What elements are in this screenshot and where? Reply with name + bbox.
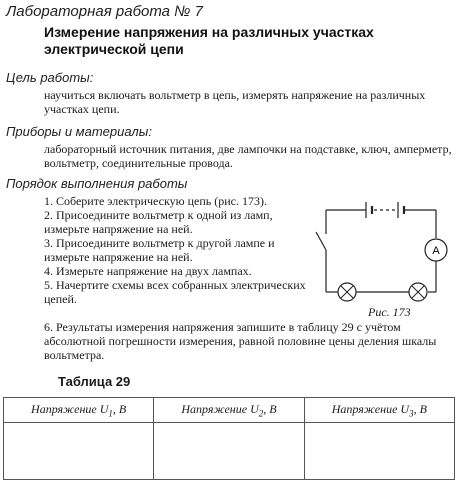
procedure-steps [44,194,306,306]
procedure-step: 3. Присоедините вольтметр к другой лампе и измерьте напряжение на ней. [44,236,275,264]
table-header-u2: Напряжение $U_2$, В [154,398,304,423]
procedure-heading: Порядок выполнения работы [6,176,188,191]
table-header-u1: Напряжение $U_1$, В [4,398,154,423]
table-cell-u2 [154,423,304,480]
table-header-u3: Напряжение $U_3$, В [304,398,454,423]
table-cell-u3 [304,423,454,480]
switch-icon [316,232,326,250]
goal-text: научиться включать вольтметр в цепь, измерять напряжение на различных участках цепи. [44,88,426,116]
table-header-row [4,398,455,423]
table-cell-u1 [4,423,154,480]
figure-caption: Рис. 173 [368,305,411,319]
procedure-step: 1. Соберите электрическую цепь (рис. 173). [44,194,267,208]
procedure-step: 6. Результаты измерения напряжения запишите в таблицу 29 с учётом абсолютной погрешности измерения, равной половине цены деления шкалы вольтметра. [44,320,437,362]
lab-title: Лабораторная работа № 7 [6,3,203,20]
results-table [3,397,455,480]
procedure-step: 5. Начертите схемы всех собранных электрических цепей. [44,278,306,306]
table-row [4,423,455,480]
procedure-step: 2. Присоедините вольтметр к одной из ламп, измерьте напряжение на ней. [44,208,273,236]
ammeter-label: A [432,245,440,257]
table-caption: Таблица 29 [58,374,131,389]
main-title: Измерение напряжения на различных участках электрической цепи [44,24,374,57]
lamp-icon [338,283,356,301]
materials-heading: Приборы и материалы: [6,124,152,139]
circuit-diagram [312,188,458,318]
goal-heading: Цель работы: [6,70,94,85]
procedure-step: 4. Измерьте напряжение на двух лампах. [44,264,252,278]
materials-text: лабораторный источник питания, две лампочки на подставке, ключ, амперметр, вольтметр, соединительные провода. [44,142,452,170]
lamp-icon [409,283,427,301]
